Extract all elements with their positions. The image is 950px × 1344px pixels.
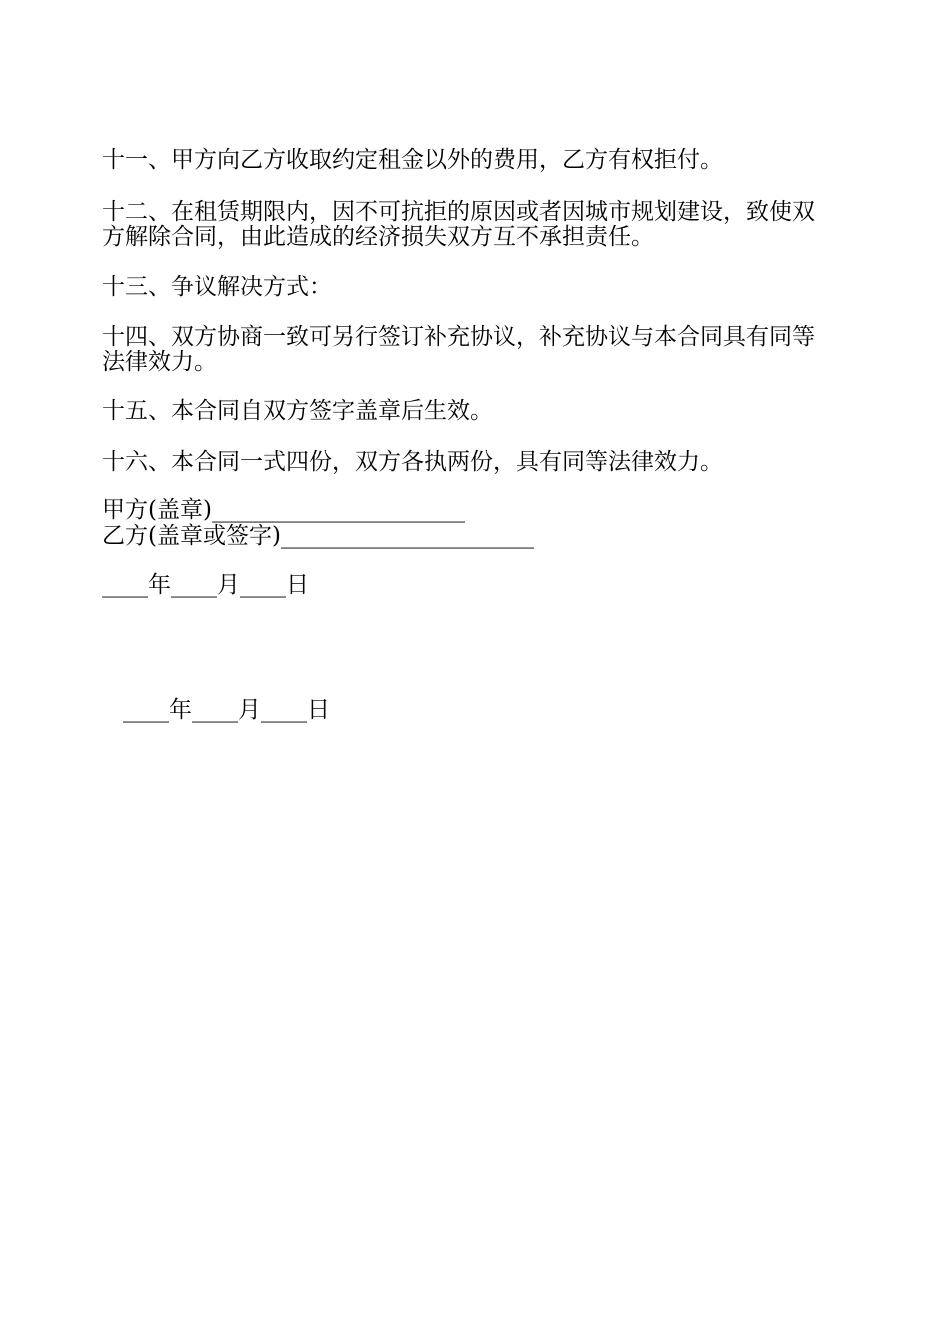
clause-16 — [102, 450, 854, 475]
clause-line: 十五、本合同自双方签字盖章后生效。 — [102, 398, 493, 424]
clause-line: 十三、争议解决方式： — [102, 274, 332, 300]
clause-line: 十四、双方协商一致可另行签订补充协议，补充协议与本合同具有同等 — [102, 324, 815, 350]
date-line-first: ____年____月____日 — [102, 572, 309, 598]
clause-line: 法律效力。 — [102, 349, 217, 375]
party-b-signature-line: 乙方(盖章或签字)______________________ — [102, 523, 534, 549]
clause-13 — [102, 275, 854, 300]
clause-line: 十一、甲方向乙方收取约定租金以外的费用，乙方有权拒付。 — [102, 147, 723, 173]
clause-line: 方解除合同，由此造成的经济损失双方互不承担责任。 — [102, 224, 654, 250]
clause-11 — [102, 148, 854, 173]
clause-line: 十六、本合同一式四份，双方各执两份，具有同等法律效力。 — [102, 449, 723, 475]
party-a-signature-line: 甲方(盖章)______________________ — [102, 497, 465, 523]
clause-14 — [102, 325, 854, 375]
clause-12 — [102, 200, 854, 250]
clause-15 — [102, 399, 854, 424]
clause-line: 十二、在租赁期限内，因不可抗拒的原因或者因城市规划建设，致使双 — [102, 199, 815, 225]
date-line-second: ____年____月____日 — [123, 697, 330, 723]
